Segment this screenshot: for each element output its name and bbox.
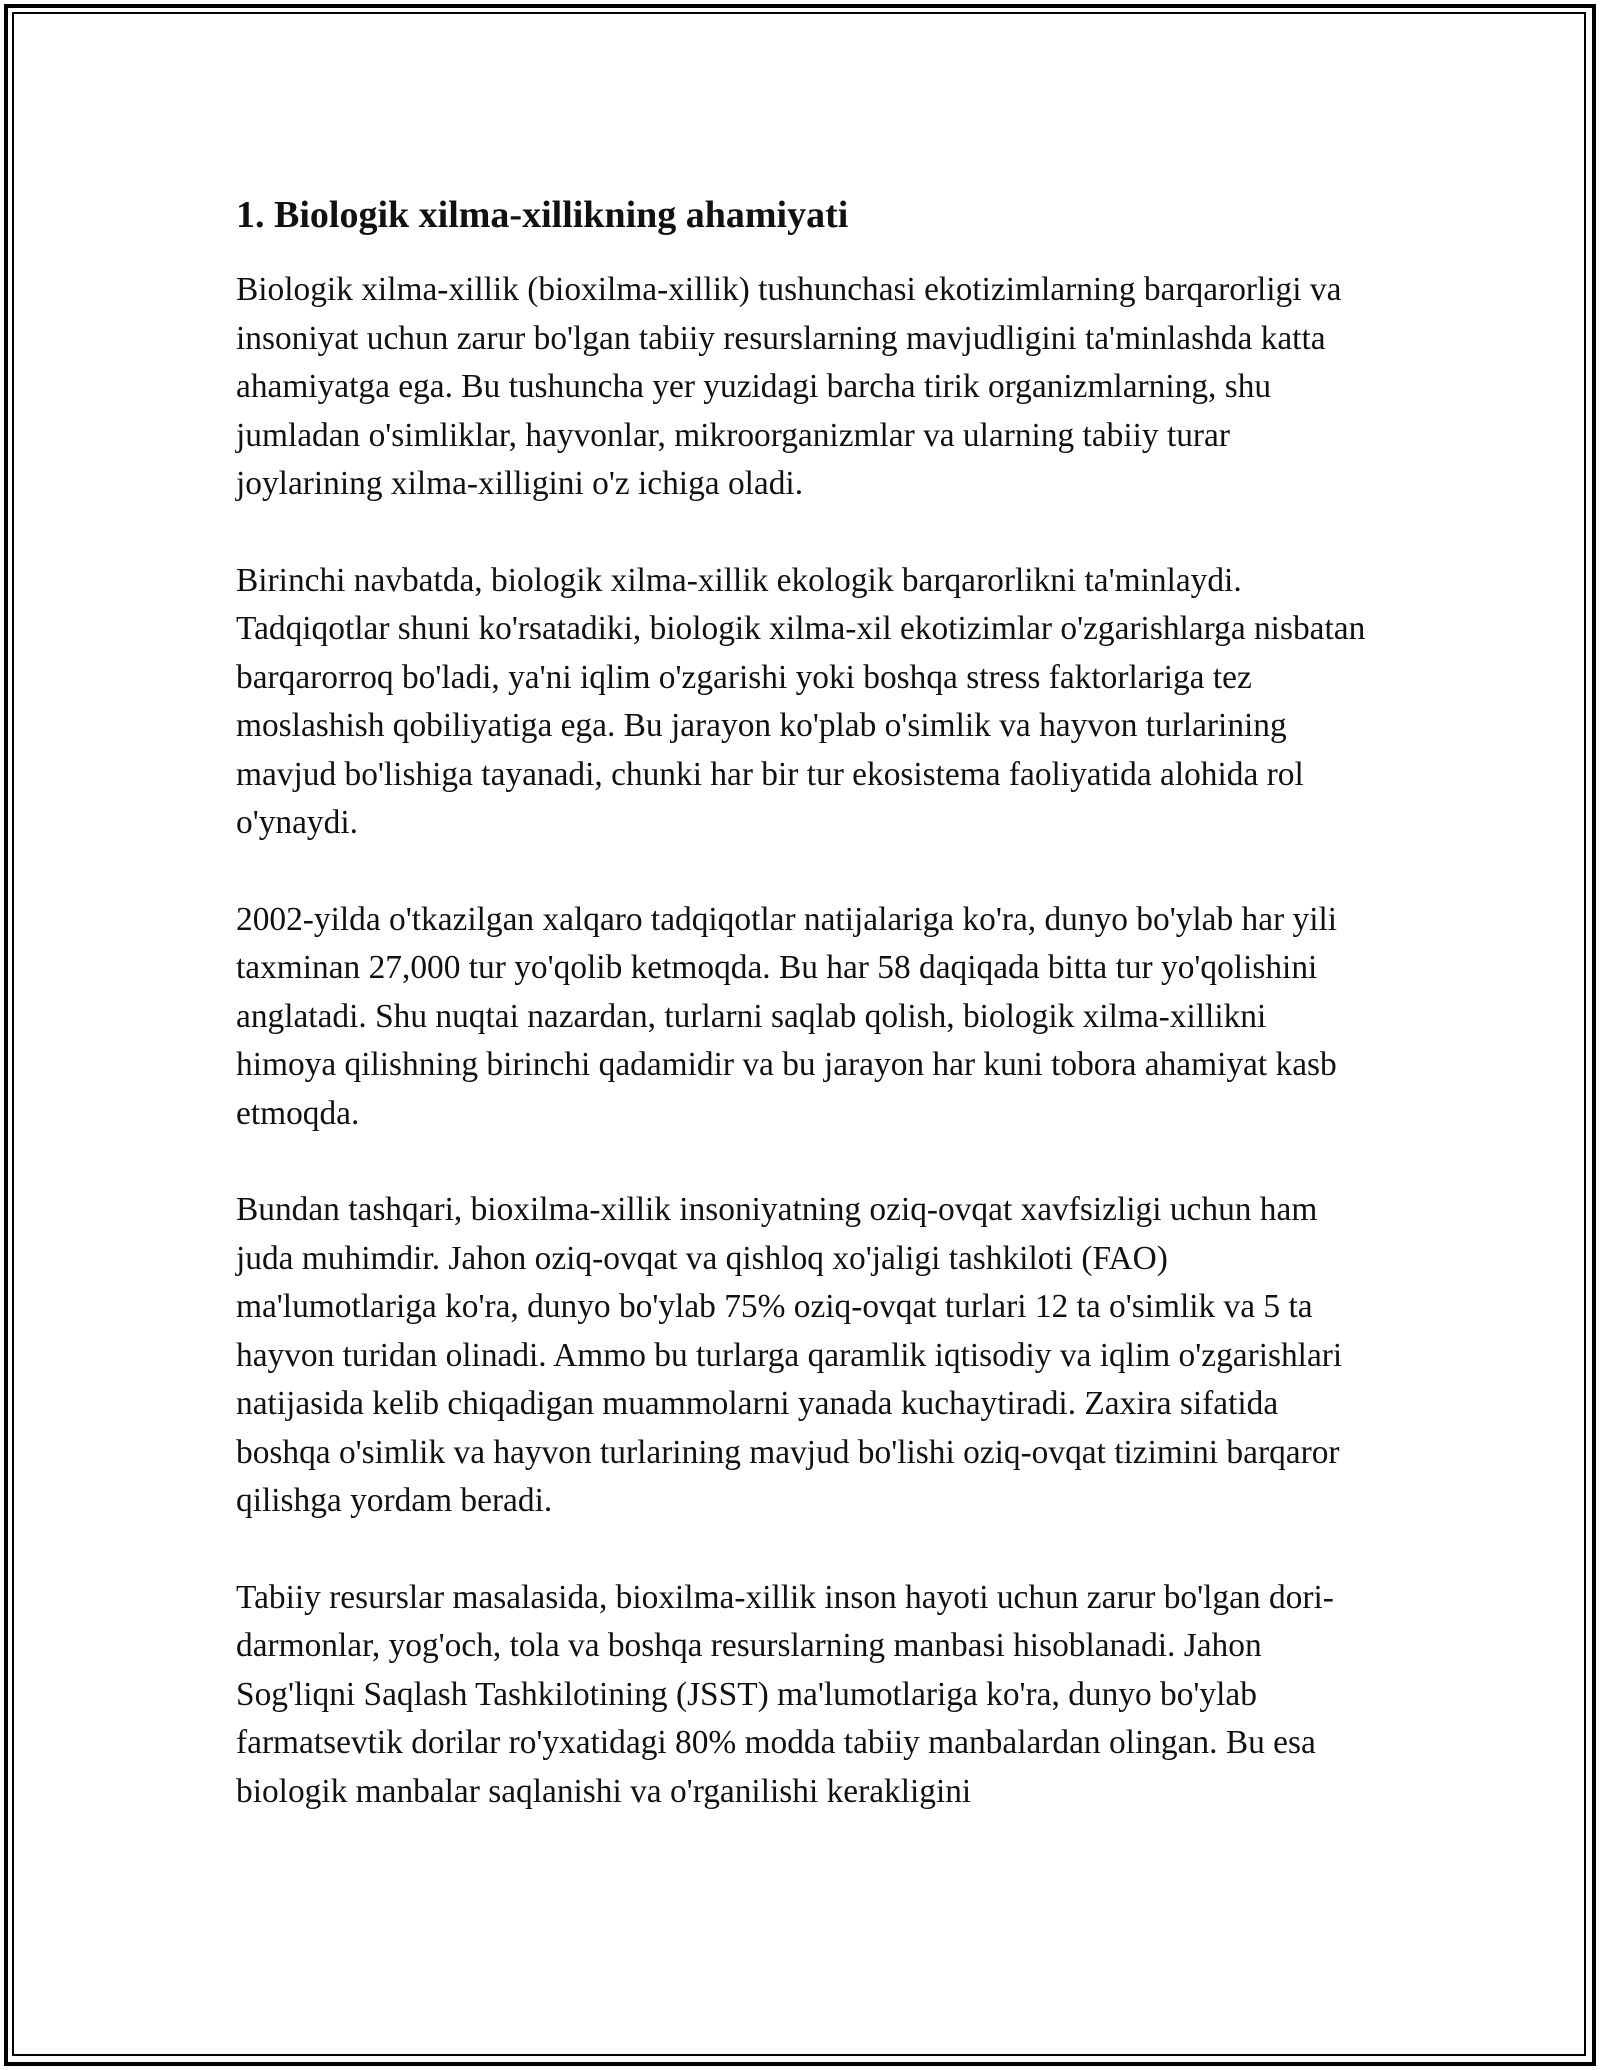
section-heading: 1. Biologik xilma-xillikning ahamiyati [236, 194, 849, 236]
paragraph-1: Biologik xilma-xillik (bioxilma-xillik) tushunchasi ekotizimlarning barqarorligi va insoniyat uchun zarur bo'lgan tabiiy resurslarning mavjudligini ta'minlashda katta ahamiyatga ega. Bu tushuncha yer yuzidagi barcha tirik organizmlarning, shu jumladan o'simliklar, hayvonlar, mikroorganizmlar va ularning tabiiy turar joylarining xilma-xilligini o'z ichiga oladi. [236, 271, 1342, 502]
paragraph-5: Tabiiy resurslar masalasida, bioxilma-xillik inson hayoti uchun zarur bo'lgan dori-darmonlar, yog'och, tola va boshqa resurslarning manbasi hisoblanadi. Jahon Sog'liqni Saqlash Tashkilotining (JSST) ma'lumotlariga ko'ra, dunyo bo'ylab farmatsevtik dorilar ro'yxatidagi 80% modda tabiiy manbalardan olingan. Bu esa biologik manbalar saqlanishi va o'rganilishi kerakligini [236, 1578, 1334, 1810]
paragraph-3: 2002-yilda o'tkazilgan xalqaro tadqiqotlar natijalariga ko'ra, dunyo bo'ylab har yili taxminan 27,000 tur yo'qolib ketmoqda. Bu har 58 daqiqada bitta tur yo'qolishini anglatadi. Shu nuqtai nazardan, turlarni saqlab qolish, biologik xilma-xillikni himoya qilishning birinchi qadamidir va bu jarayon har kuni tobora ahamiyat kasb etmoqda. [236, 900, 1338, 1132]
paragraph-4: Bundan tashqari, bioxilma-xillik insoniyatning oziq-ovqat xavfsizligi uchun ham juda muhimdir. Jahon oziq-ovqat va qishloq xo'jaligi tashkiloti (FAO) ma'lumotlariga ko'ra, dunyo bo'ylab 75% oziq-ovqat turlari 12 ta o'simlik va 5 ta hayvon turidan olinadi. Ammo bu turlarga qaramlik iqtisodiy va iqlim o'zgarishlari natijasida kelib chiqadigan muammolarni yanada kuchaytiradi. Zaxira sifatida boshqa o'simlik va hayvon turlarining mavjud bo'lishi oziq-ovqat tizimini barqaror qilishga yordam beradi. [236, 1191, 1343, 1519]
document-body [236, 186, 1366, 1864]
paragraph-2: Birinchi navbatda, biologik xilma-xillik ekologik barqarorlikni ta'minlaydi. Tadqiqotlar shuni ko'rsatadiki, biologik xilma-xil ekotizimlar o'zgarishlarga nisbatan barqarorroq bo'ladi, ya'ni iqlim o'zgarishi yoki boshqa stress faktorlariga tez moslashish qobiliyatiga ega. Bu jarayon ko'plab o'simlik va hayvon turlarining mavjud bo'lishiga tayanadi, chunki har bir tur ekosistema faoliyatida alohida rol o'ynaydi. [236, 561, 1366, 841]
